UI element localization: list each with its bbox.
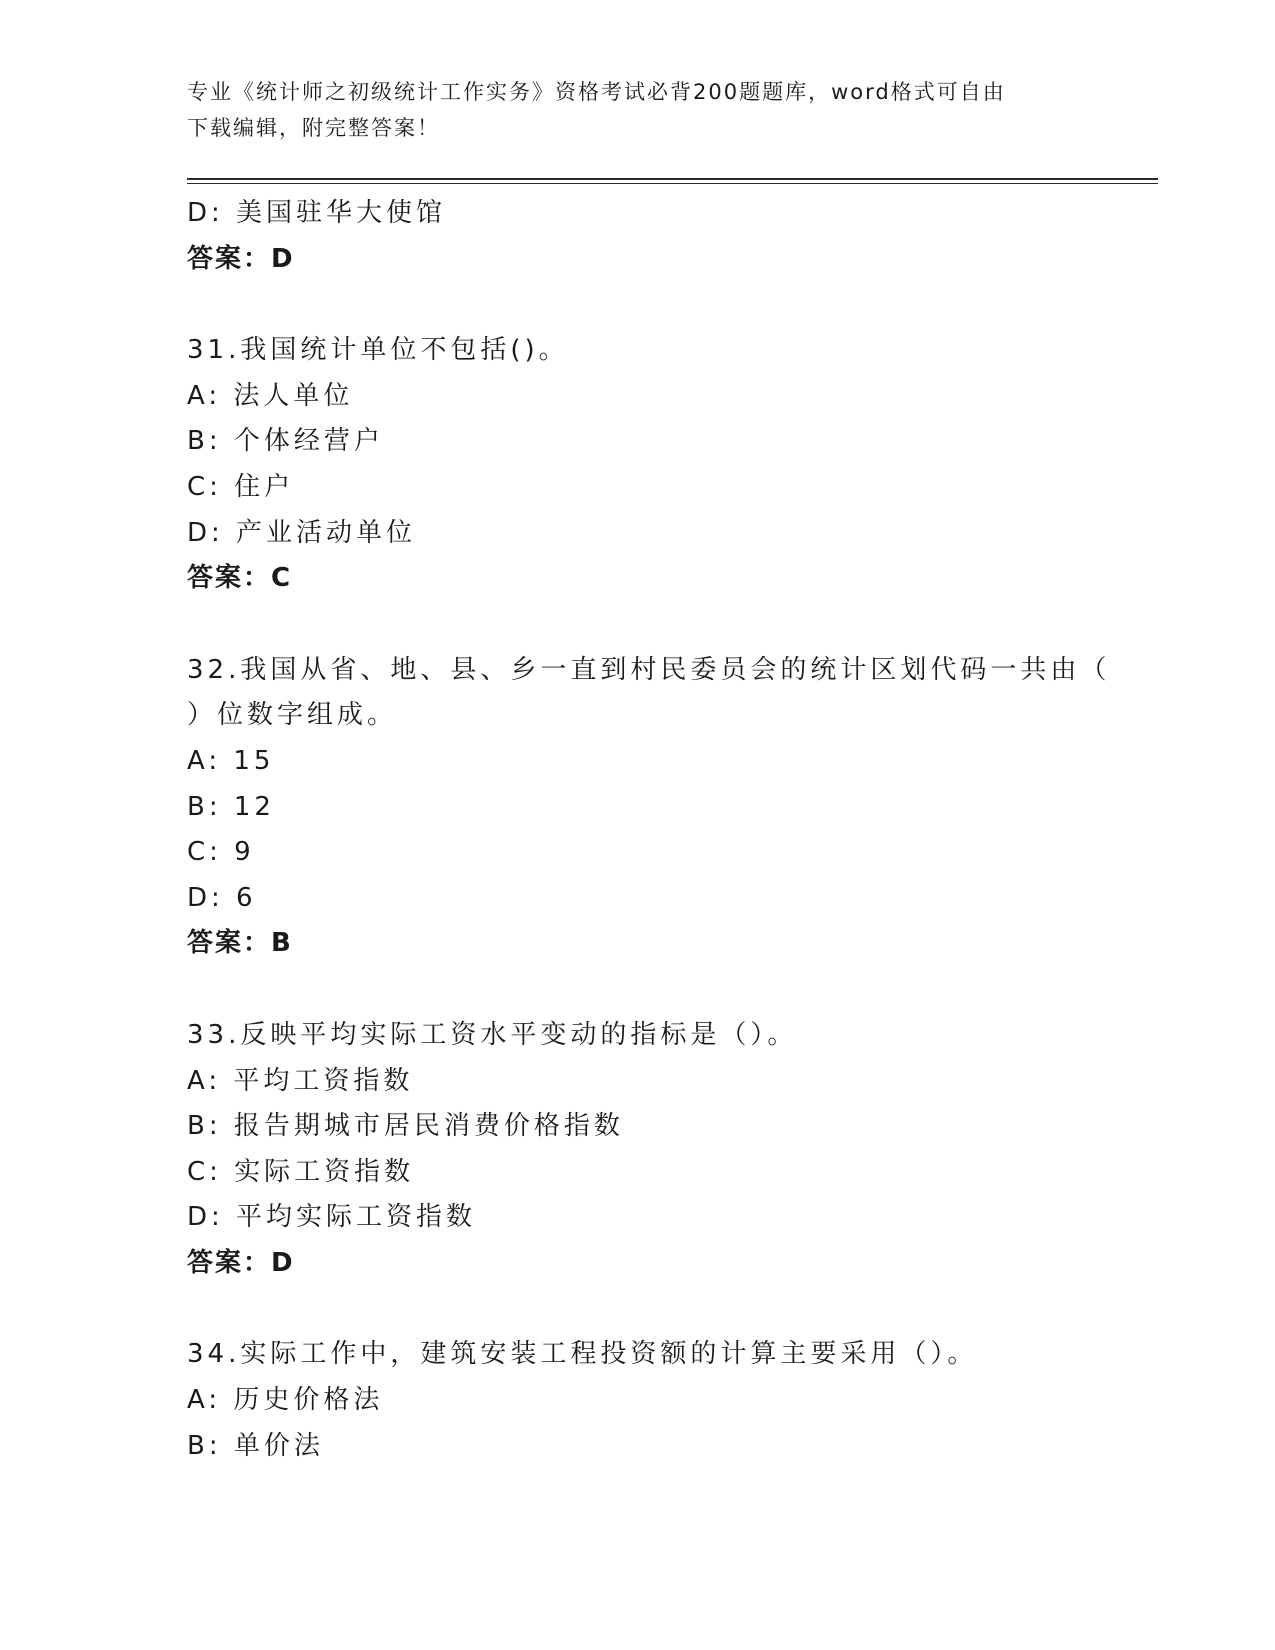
answer-line: 答案：D xyxy=(187,1247,295,1278)
option-b: B: 报告期城市居民消费价格指数 xyxy=(187,1111,624,1142)
question-32: 32.我国从省、地、县、乡一直到村民委员会的统计区划代码一共由（ xyxy=(187,654,1111,685)
spacer xyxy=(187,602,1087,648)
question-32-continued: ）位数字组成。 xyxy=(187,700,398,731)
answer-line: 答案：D xyxy=(187,243,295,274)
question-34: 34.实际工作中，建筑安装工程投资额的计算主要采用（）。 xyxy=(187,1339,978,1370)
question-33: 33.反映平均实际工资水平变动的指标是（）。 xyxy=(187,1019,798,1050)
option-b: B: 12 xyxy=(187,791,275,822)
header-line-2: 下载编辑，附完整答案！ xyxy=(187,116,440,140)
question-31: 31.我国统计单位不包括()。 xyxy=(187,335,569,366)
option-c: C: 实际工资指数 xyxy=(187,1156,415,1187)
spacer xyxy=(187,282,1087,328)
option-d: D: 产业活动单位 xyxy=(187,517,417,548)
spacer xyxy=(187,1286,1087,1332)
option-a: A: 平均工资指数 xyxy=(187,1065,414,1096)
option-a: A: 历史价格法 xyxy=(187,1385,384,1416)
option-c: C: 住户 xyxy=(187,471,295,502)
header-line-1: 专业《统计师之初级统计工作实务》资格考试必背200题题库，word格式可自由 xyxy=(187,80,1006,104)
header-divider-thick xyxy=(187,178,1158,180)
option-d: D: 6 xyxy=(187,882,257,913)
option-d: D: 美国驻华大使馆 xyxy=(187,198,447,228)
spacer xyxy=(187,967,1087,1013)
answer-line: 答案：B xyxy=(187,928,293,959)
option-b: B: 单价法 xyxy=(187,1430,324,1461)
header-divider-thin xyxy=(187,183,1158,184)
answer-line: 答案：C xyxy=(187,563,293,594)
option-c: C: 9 xyxy=(187,837,255,868)
option-a: A: 法人单位 xyxy=(187,380,354,411)
option-a: A: 15 xyxy=(187,745,275,776)
option-b: B: 个体经营户 xyxy=(187,426,384,457)
document-header xyxy=(187,74,1067,146)
question-list xyxy=(187,191,1111,1469)
option-d: D: 平均实际工资指数 xyxy=(187,1202,477,1233)
